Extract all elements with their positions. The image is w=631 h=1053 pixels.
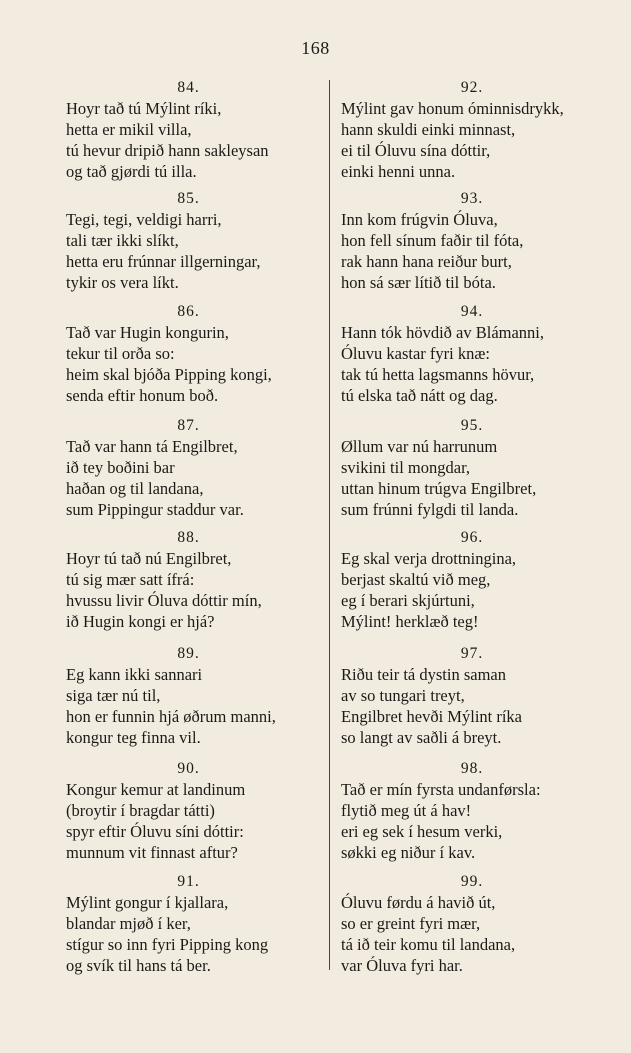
verse-line: Engilbret hevði Mýlint ríka xyxy=(341,707,523,726)
verse-line: ið Hugin kongi er hjá? xyxy=(66,612,215,631)
verse-line: uttan hinum trúgva Engilbret, xyxy=(341,479,537,498)
stanza-number: 93. xyxy=(460,190,484,207)
verse-line: Óluvu kastar fyri knæ: xyxy=(341,344,490,363)
verse-line: kongur teg finna vil. xyxy=(66,728,201,747)
verse-line: Inn kom frúgvin Óluva, xyxy=(341,210,498,229)
verse-line: blandar mjøð í ker, xyxy=(66,914,191,933)
verse-line: svikini til mongdar, xyxy=(341,458,471,477)
verse-line: hon sá sær lítið til bóta. xyxy=(341,273,496,292)
verse-line: tekur til orða so: xyxy=(66,344,175,363)
verse-line: munnum vit finnast aftur? xyxy=(66,843,238,862)
stanza-number: 85. xyxy=(177,190,200,207)
verse-line: ei til Óluvu sína dóttir, xyxy=(341,141,491,160)
stanza xyxy=(341,189,603,293)
stanza-number: 91. xyxy=(177,873,200,890)
stanza-number: 95. xyxy=(460,417,484,434)
stanza xyxy=(341,78,603,182)
column-divider xyxy=(329,80,330,970)
verse-line: og tað gjørdi tú illa. xyxy=(66,162,197,181)
verse-line: var Óluva fyri har. xyxy=(341,956,463,975)
verse-line: Óluvu førdu á havið út, xyxy=(341,893,496,912)
verse-line: Eg kann ikki sannari xyxy=(66,665,203,684)
page-number: 168 xyxy=(301,38,330,58)
stanza xyxy=(341,759,603,863)
verse-line: tá ið teir komu til landana, xyxy=(341,935,516,954)
stanza xyxy=(341,416,603,520)
stanza-number: 96. xyxy=(460,529,484,546)
verse-line: heim skal bjóða Pipping kongi, xyxy=(66,365,272,384)
stanza-number: 90. xyxy=(177,760,200,777)
stanza xyxy=(66,644,321,748)
stanza-number: 97. xyxy=(460,645,484,662)
verse-line: hetta er mikil villa, xyxy=(66,120,192,139)
verse-line: sum Pippingur staddur var. xyxy=(66,500,244,519)
verse-line: berjast skaltú við meg, xyxy=(341,570,491,589)
verse-line: Riðu teir tá dystin saman xyxy=(341,665,506,684)
stanza xyxy=(341,644,603,748)
stanza xyxy=(341,872,603,976)
verse-line: tú sig mær satt ífrá: xyxy=(66,570,195,589)
verse-line: Hoyr tú tað nú Engilbret, xyxy=(66,549,232,568)
verse-line: tykir os vera líkt. xyxy=(66,273,179,292)
verse-line: spyr eftir Óluvu síni dóttir: xyxy=(66,822,244,841)
verse-line: siga tær nú til, xyxy=(66,686,161,705)
verse-line: Tað var Hugin kongurin, xyxy=(66,323,229,342)
verse-line: og svík til hans tá ber. xyxy=(66,956,211,975)
verse-line: Tað er mín fyrsta undanførsla: xyxy=(341,780,541,799)
verse-line: so er greint fyri mær, xyxy=(341,914,481,933)
stanza xyxy=(341,302,603,406)
verse-line: ið tey boðini bar xyxy=(66,458,175,477)
verse-line: hon er funnin hjá øðrum manni, xyxy=(66,707,276,726)
stanza-number: 87. xyxy=(177,417,200,434)
stanza-number: 92. xyxy=(460,79,484,96)
verse-line: senda eftir honum boð. xyxy=(66,386,219,405)
stanza xyxy=(341,528,603,632)
verse-line: søkki eg niður í kav. xyxy=(341,843,476,862)
stanza xyxy=(66,302,321,406)
verse-line: eri eg sek í hesum verki, xyxy=(341,822,503,841)
verse-line: tú elska tað nátt og dag. xyxy=(341,386,498,405)
verse-line: so langt av saðli á breyt. xyxy=(341,728,502,747)
verse-line: haðan og til landana, xyxy=(66,479,204,498)
verse-line: tak tú hetta lagsmanns hövur, xyxy=(341,365,535,384)
stanza-number: 99. xyxy=(460,873,484,890)
verse-line: eg í berari skjúrtuni, xyxy=(341,591,475,610)
verse-line: Tegi, tegi, veldigi harri, xyxy=(66,210,222,229)
verse-line: tali tær ikki slíkt, xyxy=(66,231,179,250)
verse-line: Mýlint gongur í kjallara, xyxy=(66,893,229,912)
stanza-number: 86. xyxy=(177,303,200,320)
verse-line: hvussu livir Óluva dóttir mín, xyxy=(66,591,262,610)
verse-line: tú hevur dripið hann sakleysan xyxy=(66,141,269,160)
stanza-number: 89. xyxy=(177,645,200,662)
verse-line: hon fell sínum faðir til fóta, xyxy=(341,231,524,250)
verse-line: Tað var hann tá Engilbret, xyxy=(66,437,238,456)
stanza xyxy=(66,78,321,182)
verse-line: Mýlint! herklæð teg! xyxy=(341,612,479,631)
verse-line: Hoyr tað tú Mýlint ríki, xyxy=(66,99,222,118)
stanza-number: 94. xyxy=(460,303,484,320)
verse-line: rak hann hana reiður burt, xyxy=(341,252,512,271)
stanza xyxy=(66,759,321,863)
verse-line: hetta eru frúnnar illgerningar, xyxy=(66,252,261,271)
stanza xyxy=(66,528,321,632)
verse-line: Hann tók hövdið av Blámanni, xyxy=(341,323,545,342)
verse-line: hann skuldi einki minnast, xyxy=(341,120,516,139)
stanza xyxy=(66,416,321,520)
verse-line: (broytir í bragdar tátti) xyxy=(66,801,215,820)
stanza xyxy=(66,872,321,976)
verse-line: Eg skal verja drottningina, xyxy=(341,549,517,568)
verse-line: Kongur kemur at landinum xyxy=(66,780,246,799)
stanza xyxy=(66,189,321,293)
verse-line: Øllum var nú harrunum xyxy=(341,437,498,456)
verse-line: av so tungari treyt, xyxy=(341,686,465,705)
stanza-number: 84. xyxy=(177,79,200,96)
stanza-number: 98. xyxy=(460,760,484,777)
verse-line: stígur so inn fyri Pipping kong xyxy=(66,935,269,954)
verse-line: sum frúnni fylgdi til landa. xyxy=(341,500,519,519)
verse-line: Mýlint gav honum óminnisdrykk, xyxy=(341,99,564,118)
stanza-number: 88. xyxy=(177,529,200,546)
verse-line: einki henni unna. xyxy=(341,162,456,181)
verse-line: flytið meg út á hav! xyxy=(341,801,472,820)
